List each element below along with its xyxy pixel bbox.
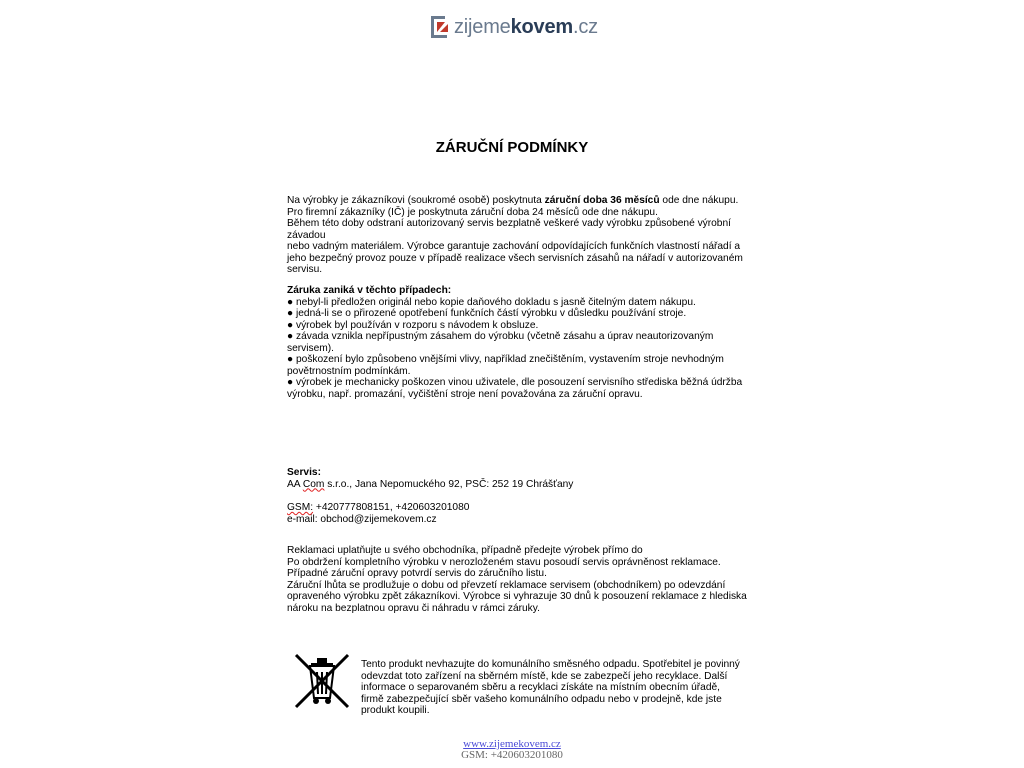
complaints-section [287,545,747,614]
service-section [287,467,747,525]
logo-text: zijemekovem.cz [454,15,598,38]
list-item: ● poškození bylo způsobeno vnějšími vlivy, například znečištěním, vystavením stroje nevhodným povětrnostním podmínkám. [287,354,724,377]
crossed-bin-icon [293,652,351,710]
complaints-line: Reklamaci uplatňujte u svého obchodníka, případně předejte výrobek přímo do [287,545,643,556]
list-item: ● závada vznikla nepřípustným zásahem do výrobku (včetně zásahu a úprav neautorizovaným servisem). [287,331,714,354]
page-title: ZÁRUČNÍ PODMÍNKY [435,139,589,156]
intro-line-2: Pro firemní zákazníky (IČ) je poskytnuta záruční doba 24 měsíců ode dne nákupu. [287,206,658,218]
intro-line-4: nebo vadným materiálem. Výrobce garantuje zachování odpovídajících funkčních vlastností nářadí a jeho bezpečný provoz pouze v případě realizace všech servisních zásahů na nářadí v autorizovaném servisu. [287,241,743,275]
intro-line-1: Na výrobky je zákazníkovi (soukromé osobě) poskytnuta záruční doba 36 měsíců ode dne nákupu. [287,195,739,206]
list-item: ● výrobek je mechanicky poškozen vinou uživatele, dle posouzení servisního střediska běžná údržba výrobku, např. promazání, vyčištění stroje není považována za záruční opravu. [287,377,743,400]
warranty-void-heading: Záruka zaniká v těchto případech: [287,285,452,296]
logo-mark-icon [430,14,452,40]
complaints-line: Po obdržení kompletního výrobku v nerozloženém stavu posoudí servis oprávněnost reklamace. [287,556,721,568]
footer-website-link[interactable]: www.zijemekovem.cz [463,738,561,750]
intro-section [287,195,747,276]
service-email: e-mail: obchod@zijemekovem.cz [287,513,437,525]
complaints-line: Záruční lhůta se prodlužuje o dobu od převzetí reklamace servisem (obchodníkem) po odevzdání opraveného výrobku zpět zákazníkovi. Výrobce si vyhrazuje 30 dnů k posouzení reklamace z hlediska nároku na bezplatnou opravu či náhradu v rámci záruky. [287,579,747,614]
brand-logo [430,13,598,41]
disposal-notice: Tento produkt nevhazujte do komunálního směsného odpadu. Spotřebitel je povinný odevzdat toto zařízení na sběrném místě, kde se zabezpečí jeho recyklace. Další informace o separovaném sběru a recyklaci získáte na místním obecním úřadě, firmě zabezpečující sběr vašeho komunálního odpadu nebo v prodejně, kde jste produkt koupili. [361,659,740,716]
list-item: ● nebyl-li předložen originál nebo kopie daňového dokladu s jasně čitelným datem nákupu. [287,296,696,308]
footer-gsm: GSM: +420603201080 [461,749,563,761]
intro-line-3: Během této doby odstraní autorizovaný servis bezplatně veškeré vady výrobku způsobené výrobní závadou [287,218,731,241]
service-address: AA Com s.r.o., Jana Nepomuckého 92, PSČ: 252 19 Chrášťany [287,478,574,490]
service-gsm: GSM: +420777808151, +420603201080 [287,502,470,513]
list-item: ● výrobek byl používán v rozporu s návodem k obsluze. [287,319,539,331]
warranty-void-section [287,285,747,400]
service-heading: Servis: [287,467,321,478]
complaints-line: Případné záruční opravy potvrdí servis do záručního listu. [287,568,547,579]
list-item: ● jedná-li se o přirozené opotřebení funkčních částí výrobku v důsledku používání stroje. [287,308,687,319]
